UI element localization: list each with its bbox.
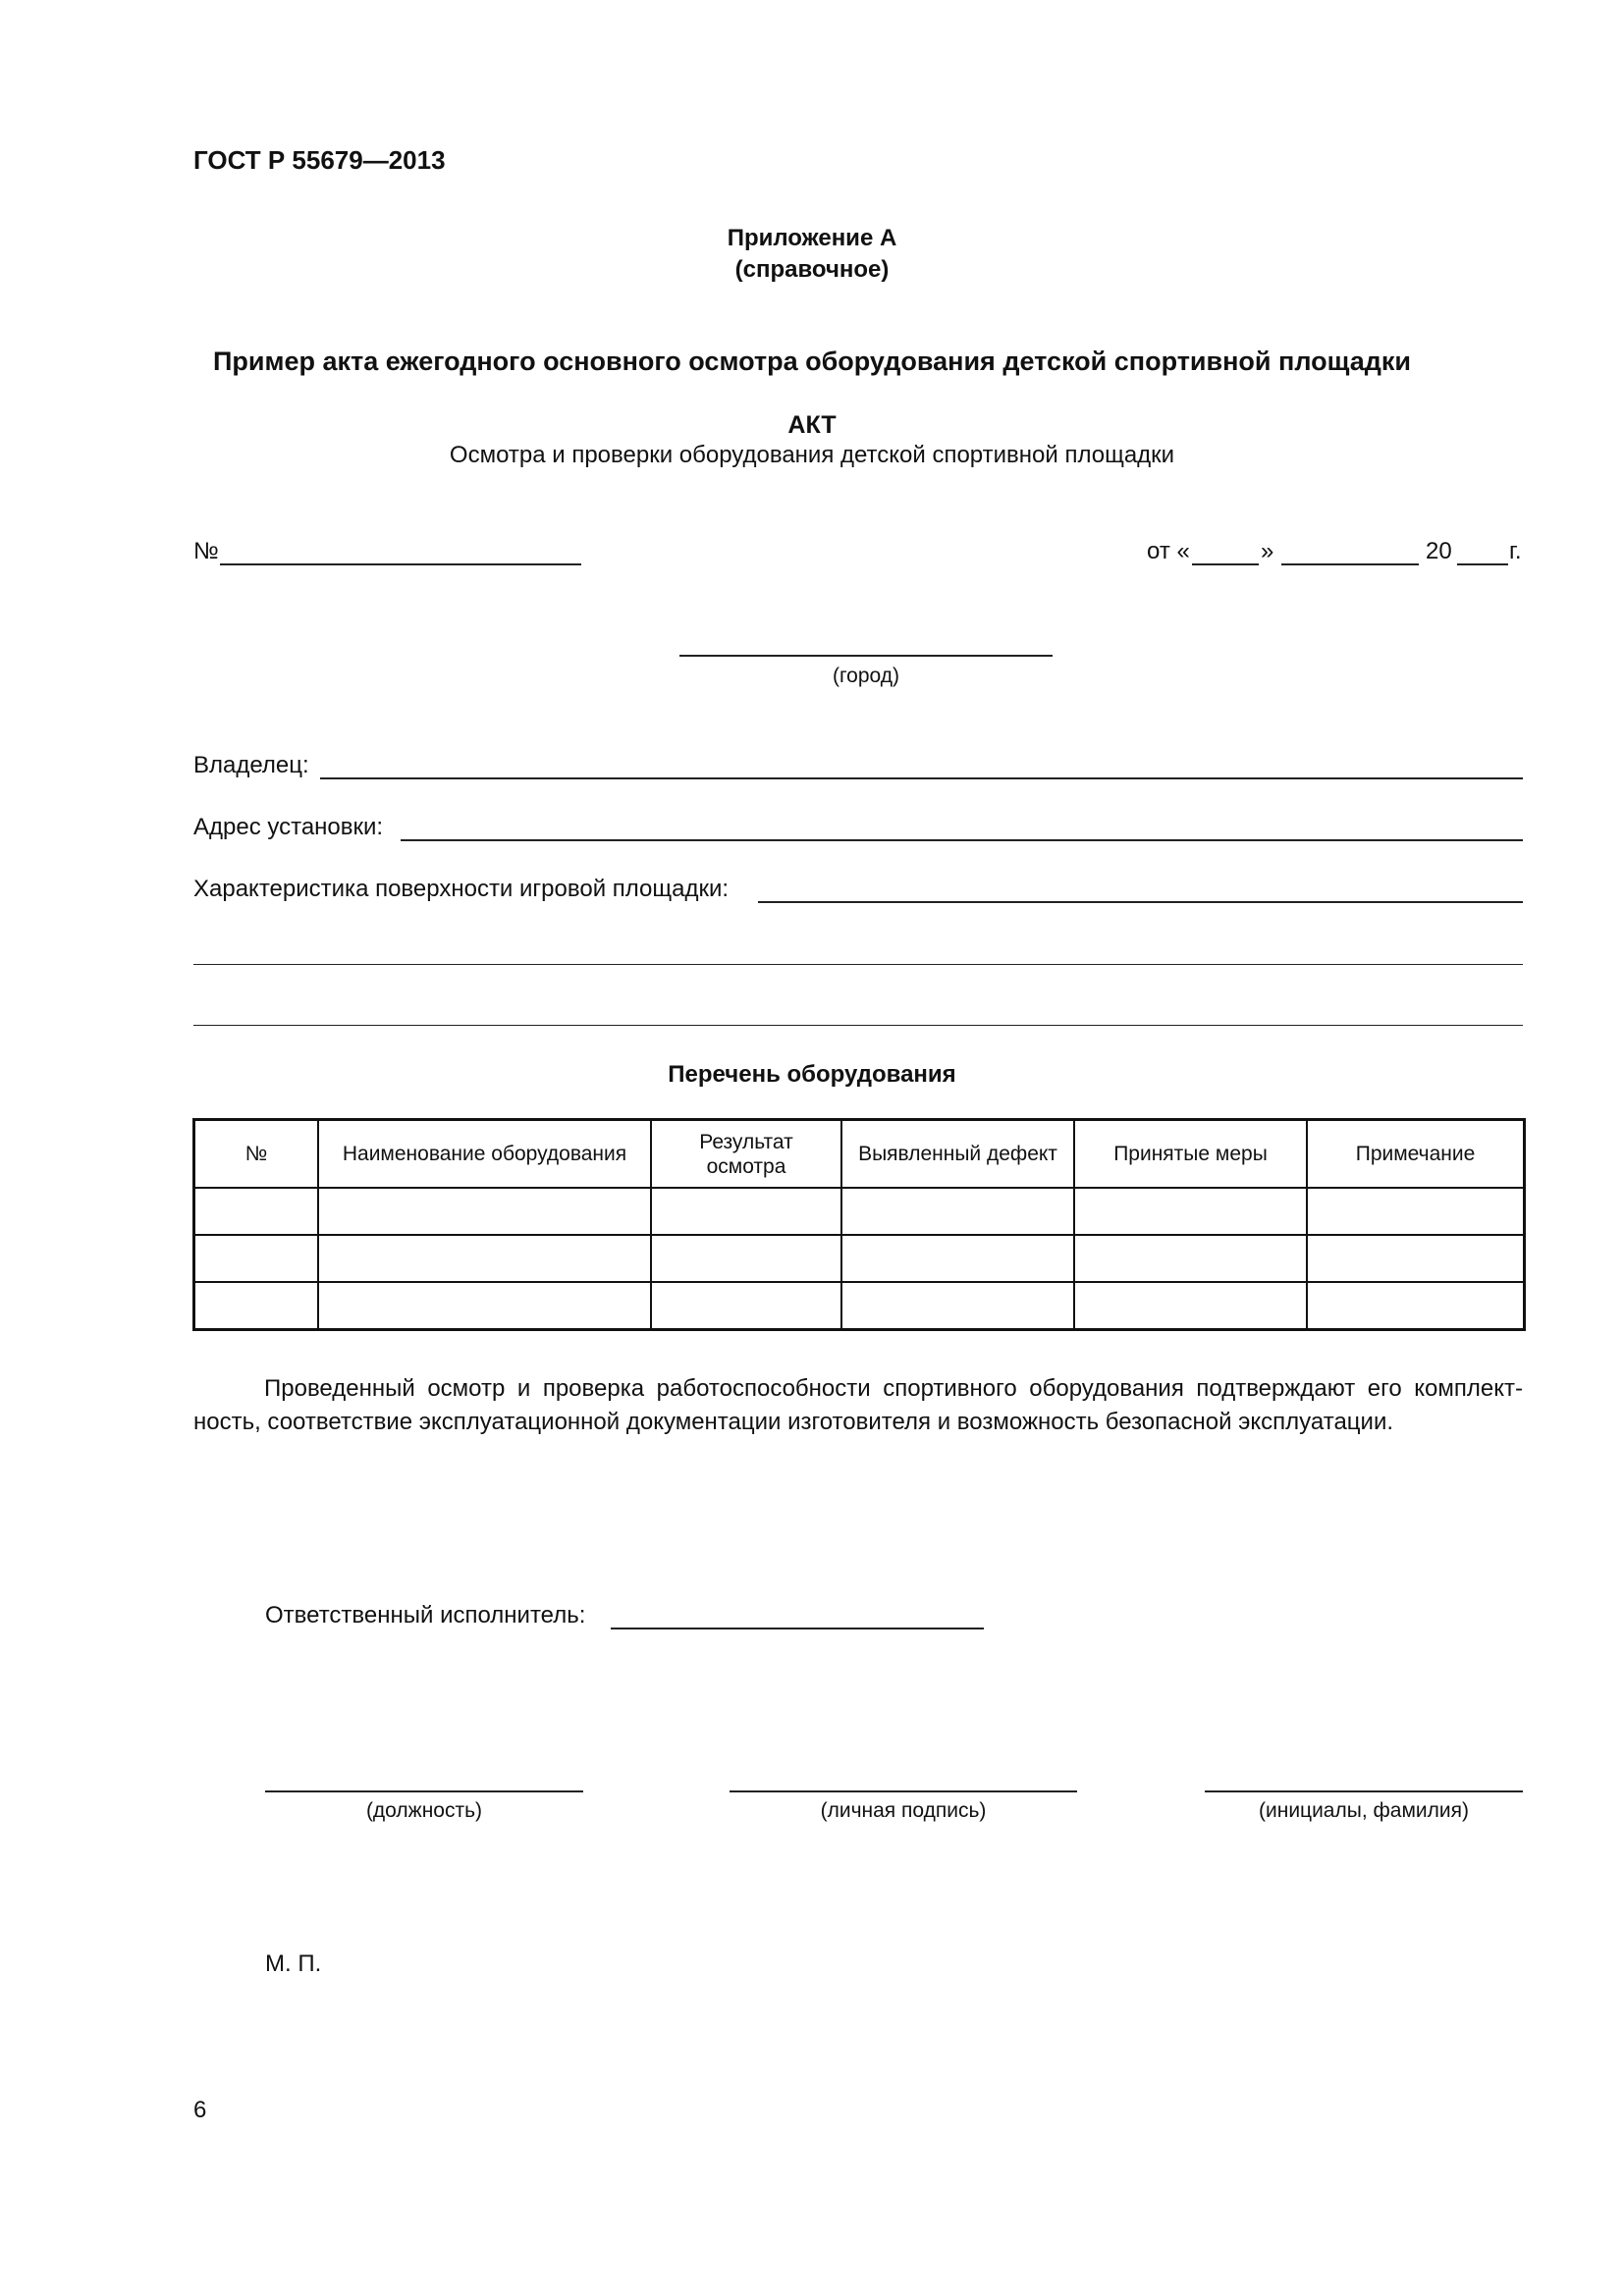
- date-month-field[interactable]: [1281, 563, 1419, 565]
- act-number-label: №: [193, 538, 219, 564]
- signature-caption: (личная подпись): [820, 1799, 987, 1822]
- equipment-table: [193, 1119, 1525, 1330]
- appendix-title: Приложение А: [727, 225, 897, 251]
- date-close-quote: »: [1261, 538, 1274, 564]
- date-year-prefix: 20: [1426, 538, 1452, 564]
- table-cell[interactable]: [841, 1282, 1074, 1329]
- date-from-label: от «: [1147, 538, 1190, 564]
- table-cell[interactable]: [194, 1188, 318, 1235]
- table-cell[interactable]: [194, 1282, 318, 1329]
- table-cell[interactable]: [1074, 1188, 1307, 1235]
- column-header-equipment-name: Наименование оборудования: [318, 1120, 651, 1188]
- column-header-number: №: [194, 1120, 318, 1188]
- column-header-inspection-result: Результат осмотра: [651, 1120, 841, 1188]
- column-header-measures: Принятые меры: [1074, 1120, 1307, 1188]
- position-caption: (должность): [365, 1799, 483, 1822]
- table-cell[interactable]: [651, 1188, 841, 1235]
- table-cell[interactable]: [1307, 1235, 1524, 1282]
- address-field[interactable]: [401, 839, 1523, 841]
- owner-field[interactable]: [320, 777, 1523, 779]
- date-year-field[interactable]: [1457, 563, 1508, 565]
- table-cell[interactable]: [651, 1282, 841, 1329]
- city-caption: (город): [832, 665, 899, 687]
- table-cell[interactable]: [1307, 1188, 1524, 1235]
- table-cell[interactable]: [194, 1235, 318, 1282]
- table-cell[interactable]: [1307, 1282, 1524, 1329]
- table-cell[interactable]: [1074, 1235, 1307, 1282]
- equipment-section-title: Перечень оборудования: [668, 1061, 956, 1088]
- appendix-subtitle: (справочное): [734, 256, 890, 283]
- column-header-defect: Выявленный дефект: [841, 1120, 1074, 1188]
- surface-field-line-2[interactable]: [193, 964, 1523, 965]
- table-row: [194, 1235, 1524, 1282]
- table-cell[interactable]: [1074, 1282, 1307, 1329]
- standard-code: ГОСТ Р 55679—2013: [193, 145, 446, 175]
- act-number-field[interactable]: [220, 563, 581, 565]
- table-cell[interactable]: [841, 1188, 1074, 1235]
- surface-field-line-3[interactable]: [193, 1025, 1523, 1026]
- seal-label: М. П.: [265, 1950, 322, 1977]
- responsible-field[interactable]: [611, 1628, 984, 1629]
- table-cell[interactable]: [318, 1188, 651, 1235]
- conclusion-paragraph: Проведенный осмотр и проверка работоспособности спортивного оборудования подтверждают его комплект-ность, соответствие эксплуатационной документации изготовителя и возможность безопасной эксплуатации.: [193, 1375, 1523, 1435]
- act-subheading: Осмотра и проверки оборудования детской спортивной площадки: [449, 442, 1175, 468]
- table-header-row: [194, 1120, 1524, 1188]
- name-caption: (инициалы, фамилия): [1259, 1799, 1469, 1822]
- table-cell[interactable]: [651, 1235, 841, 1282]
- owner-label: Владелец:: [193, 752, 309, 778]
- city-field[interactable]: [679, 655, 1053, 657]
- table-row: [194, 1188, 1524, 1235]
- name-field[interactable]: [1205, 1790, 1523, 1792]
- table-cell[interactable]: [318, 1282, 651, 1329]
- surface-label: Характеристика поверхности игровой площадки:: [193, 876, 730, 902]
- document-title: Пример акта ежегодного основного осмотра оборудования детской спортивной площадки: [213, 347, 1411, 376]
- address-label: Адрес установки:: [193, 814, 384, 840]
- table-row: [194, 1282, 1524, 1329]
- surface-field[interactable]: [758, 901, 1523, 903]
- signature-field[interactable]: [730, 1790, 1077, 1792]
- date-day-field[interactable]: [1192, 563, 1259, 565]
- table-cell[interactable]: [841, 1235, 1074, 1282]
- table-cell[interactable]: [318, 1235, 651, 1282]
- responsible-label: Ответственный исполнитель:: [265, 1602, 586, 1629]
- page-number: 6: [193, 2097, 207, 2123]
- act-heading: АКТ: [787, 411, 837, 439]
- column-header-note: Примечание: [1307, 1120, 1524, 1188]
- position-field[interactable]: [265, 1790, 583, 1792]
- date-year-suffix: г.: [1509, 538, 1522, 564]
